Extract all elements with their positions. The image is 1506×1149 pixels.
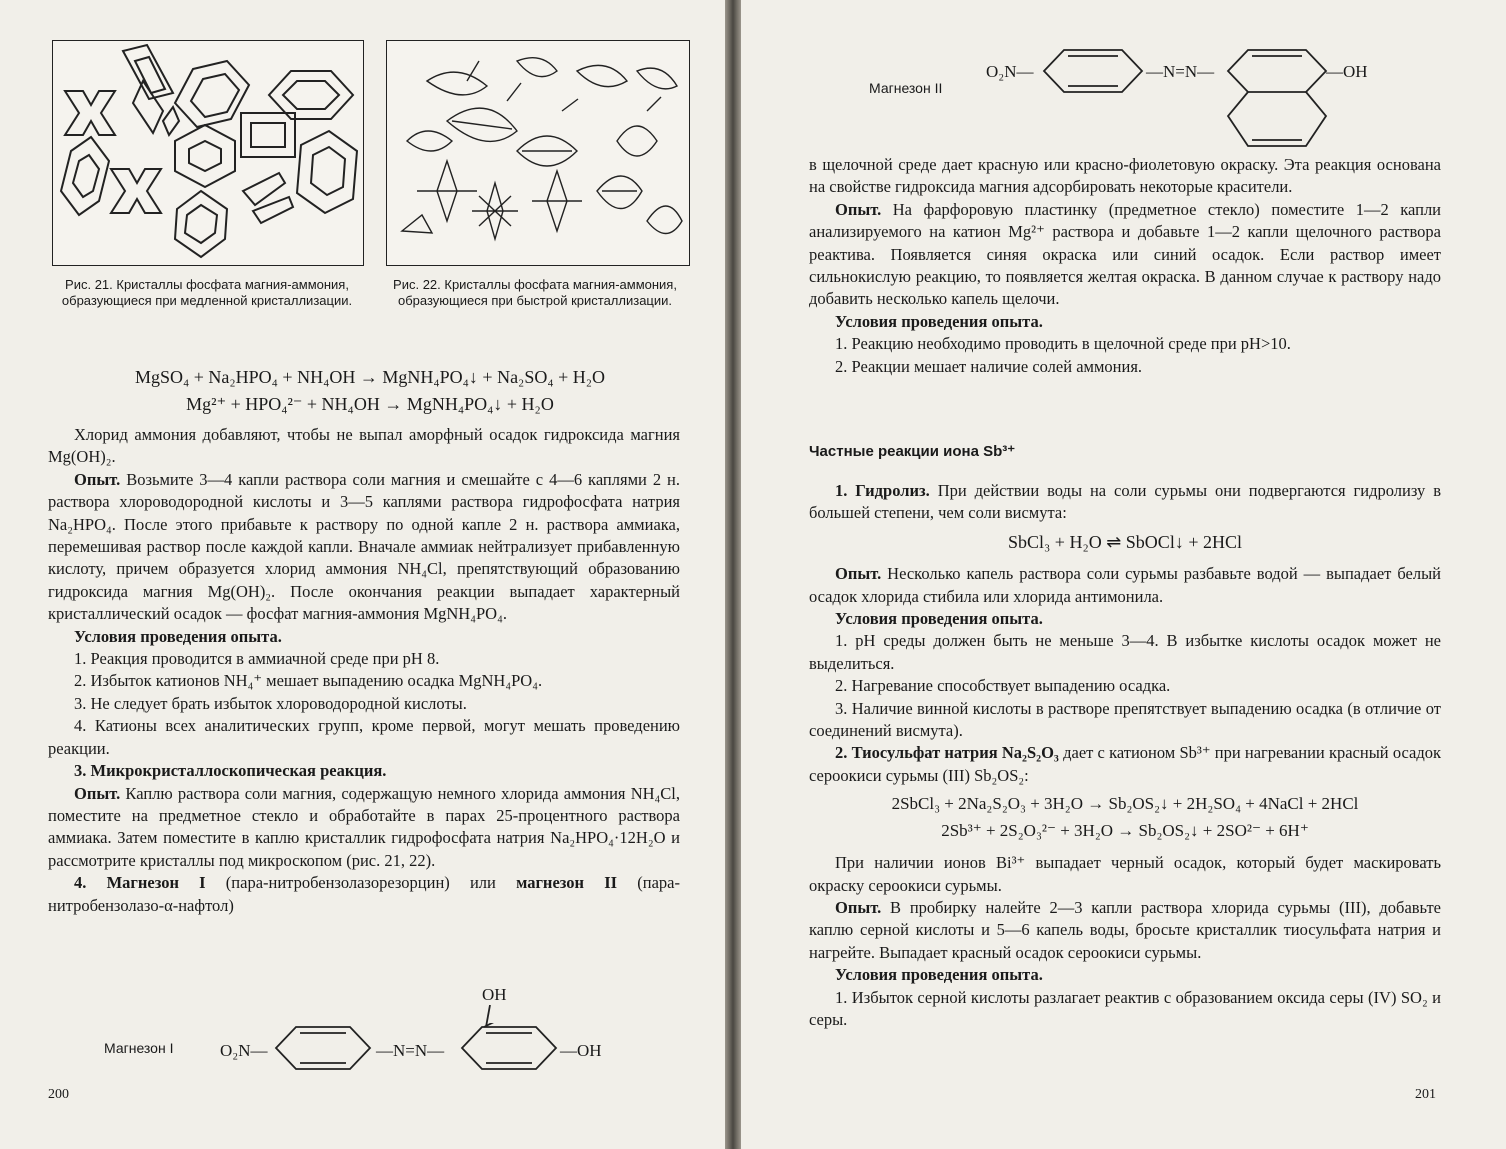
- paragraph-alkaline-color: в щелочной среде дает красную или красно-фиолетовую окраску. Эта реакция основана на свойстве гидроксида магния адсорбировать некоторые красители.: [809, 155, 1441, 197]
- experiment-text: Возьмите 3—4 капли раствора соли магния и смешайте с 4—6 каплями 2 н. раствора хлороводородной кислоты и 3—5 каплями раствора гидрофосфата натрия Na₂HPO₄. После этого прибавьте к раствору по одной капле 2 н. раствора аммиака, перемешивая раствор после каждой капли. Вначале аммиак нейтрализует прибавленную кислоту, причем образуется хлорид аммония NH₄Cl, препятствующий образованию гидроксида магния Mg(OH)₂. После окончания реакции выпадает характерный кристаллический осадок — фосфат магния-аммония MgNH₄PO₄.: [48, 469, 680, 624]
- paragraph-experiment-1: [48, 469, 680, 626]
- paragraph-experiment-hydrolysis: [809, 563, 1441, 608]
- page-number-left: 200: [48, 1087, 69, 1102]
- magnezon-1-label: Магнезон I: [104, 1040, 174, 1056]
- magnezon-2-label: Магнезон II: [869, 80, 943, 96]
- conditions-heading-3: Условия проведения опыта.: [835, 965, 1043, 985]
- experiment-text: Несколько капель раствора соли сурьмы разбавьте водой — выпадает белый осадок хлорида стибила или хлорида антимонила.: [809, 564, 1441, 606]
- experiment-label: Опыт.: [835, 564, 882, 584]
- right-text-block-top: [809, 154, 1441, 378]
- crystals-slow-illustration: [53, 41, 363, 265]
- magnezon-2-desc: (пара-нитробензолазо-α-нафтол): [48, 873, 680, 915]
- condition-2: 2. Избыток катионов NH₄⁺ мешает выпадению осадка MgNH₄PO₄.: [74, 671, 543, 691]
- figure-22: [386, 40, 690, 266]
- section-4-intro: [48, 872, 680, 917]
- hydrolysis-text: При действии воды на соли сурьмы они подвергаются гидролизу в большей степени, чем соли висмута:: [809, 481, 1442, 523]
- paragraph-ammonium-chloride: Хлорид аммония добавляют, чтобы не выпал аморфный осадок гидроксида магния Mg(OH)₂.: [48, 425, 680, 467]
- paragraph-experiment-thiosulfate: [809, 897, 1441, 964]
- paragraph-bismuth-interference: При наличии ионов Bi³⁺ выпадает черный осадок, который будет маскировать окраску сероокиси сурьмы.: [809, 853, 1441, 895]
- azo-group-label: —N=N—: [376, 1041, 445, 1060]
- section-3-heading: 3. Микрокристаллоскопическая реакция.: [74, 761, 387, 781]
- naphthalene-rings: [1222, 46, 1332, 154]
- hydroxyl-right-label: —OH: [560, 1041, 602, 1060]
- experiment-label: Опыт.: [835, 199, 882, 219]
- thiosulfate-text: дает с катионом Sb³⁺ при нагревании красный осадок сероокиси сурьмы (III) Sb₂OS₂:: [809, 743, 1441, 785]
- equation-thiosulfate-molecular: 2SbCl₃ + 2Na₂S₂O₃ + 3H₂O → Sb₂OS₂↓ + 2H₂SO₄ + 4NaCl + 2HCl: [891, 794, 1359, 814]
- equation-thiosulfate-ionic: 2Sb³⁺ + 2S₂O₃²⁻ + 3H₂O → Sb₂OS₂↓ + 2SO²⁻ + 6H⁺: [941, 820, 1309, 840]
- condition-ph: 1. pH среды должен быть не меньше 3—4. В избытке кислоты осадок может не выделиться.: [809, 631, 1441, 673]
- condition-1: 1. Реакцию необходимо проводить в щелочной среде при pH>10.: [835, 334, 1291, 354]
- hydroxyl-label: —OH: [1326, 62, 1368, 81]
- benzene-ring-1: [1038, 46, 1148, 96]
- thiosulfate-heading: 2. Тиосульфат натрия Na₂S₂O₃: [835, 743, 1059, 763]
- right-text-block-mid: [809, 480, 1441, 1031]
- azo-group-label: —N=N—: [1146, 62, 1215, 81]
- nitro-group-label: O₂N—: [220, 1041, 268, 1060]
- conditions-heading: Условия проведения опыта.: [835, 311, 1043, 331]
- nitro-group-label: O₂N—: [986, 62, 1034, 81]
- condition-4: 4. Катионы всех аналитических групп, кроме первой, могут мешать проведению реакции.: [48, 716, 680, 758]
- equation-hydrolysis: SbCl₃ + H₂O ⇌ SbOCl↓ + 2HCl: [1008, 531, 1242, 552]
- magnezon-1-structure: [220, 985, 620, 1075]
- conditions-heading: Условия проведения опыта.: [74, 626, 282, 646]
- equation-2: Mg²⁺ + HPO₄²⁻ + NH₄OH → MgNH₄PO₄↓ + H₂O: [186, 394, 554, 414]
- magnezon-2-name: магнезон II: [516, 873, 618, 893]
- book-gutter: [725, 0, 741, 1149]
- condition-tartaric-acid: 3. Наличие винной кислоты в растворе препятствует выпадению осадка (в отличие от соединений висмута).: [809, 698, 1441, 741]
- condition-3: 3. Не следует брать избыток хлороводородной кислоты.: [74, 693, 467, 713]
- page-number-right: 201: [1415, 1087, 1436, 1102]
- condition-heating: 2. Нагревание способствует выпадению осадка.: [835, 676, 1171, 696]
- magnezon-1-desc: (пара-нитробензолазорезорцин) или: [205, 873, 517, 893]
- hydrolysis-intro: [809, 480, 1441, 525]
- equation-1: MgSO₄ + Na₂HPO₄ + NH₄OH → MgNH₄PO₄↓ + Na₂SO₄ + H₂O: [134, 367, 606, 387]
- experiment-text: В пробирку налейте 2—3 капли раствора хлорида сурьмы (III), добавьте каплю серной кислоты и 5—6 капель воды, бросьте кристаллик тиосульфата натрия и нагрейте. Выпадает красный осадок сероокиси сурьмы.: [809, 897, 1441, 962]
- experiment-label: Опыт.: [74, 783, 121, 803]
- benzene-ring-1: [270, 1023, 376, 1073]
- magnezon-1-name: 4. Магнезон I: [74, 873, 206, 893]
- paragraph-experiment-3: [48, 783, 680, 873]
- figure-22-caption: Рис. 22. Кристаллы фосфата магния-аммония, образующиеся при быстрой кристаллизации.: [393, 277, 677, 308]
- thiosulfate-intro: [809, 742, 1441, 787]
- figure-21: [52, 40, 364, 266]
- experiment-label: Опыт.: [835, 897, 882, 917]
- hydroxyl-top-label: OH: [482, 985, 507, 1004]
- experiment-label: Опыт.: [74, 469, 121, 489]
- crystals-fast-illustration: [387, 41, 689, 265]
- left-page: [0, 0, 725, 1149]
- oh-bond-top: [482, 1005, 502, 1027]
- section-heading-sb: Частные реакции иона Sb³⁺: [809, 443, 1016, 460]
- paragraph-experiment-magnezon: [809, 199, 1441, 311]
- condition-sulfuric-acid: 1. Избыток серной кислоты разлагает реактив с образованием оксида серы (IV) SO₂ и серы.: [809, 987, 1441, 1029]
- right-page: [741, 0, 1506, 1149]
- hydrolysis-heading: 1. Гидролиз.: [835, 481, 930, 500]
- condition-1: 1. Реакция проводится в аммиачной среде при pH 8.: [74, 649, 440, 669]
- left-text-block: [48, 424, 680, 917]
- figure-21-caption: Рис. 21. Кристаллы фосфата магния-аммония, образующиеся при медленной кристаллизации.: [61, 277, 353, 308]
- experiment-text: На фарфоровую пластинку (предметное стекло) поместите 1—2 капли анализируемого на катион Mg²⁺ раствора и добавьте 1—2 капли щелочного раствора реактива. Появляется синяя окраска или синий осадок. Если раствор имеет сильнокислую реакцию, то появляется желтая окраска. В данном случае к раствору надо добавить несколько капель щелочи.: [809, 199, 1442, 309]
- magnezon-2-structure: [986, 40, 1406, 160]
- conditions-heading-2: Условия проведения опыта.: [835, 609, 1043, 629]
- experiment-text: Каплю раствора соли магния, содержащую немного хлорида аммония NH₄Cl, поместите на предметное стекло и обработайте в парах 25-процентного раствора аммиака. Затем поместите в каплю кристаллик гидрофосфата натрия Na₂HPO₄·12H₂O и рассмотрите кристаллы под микроскопом (рис. 21, 22).: [48, 783, 681, 870]
- condition-2: 2. Реакции мешает наличие солей аммония.: [835, 356, 1143, 376]
- benzene-ring-2: [456, 1023, 562, 1073]
